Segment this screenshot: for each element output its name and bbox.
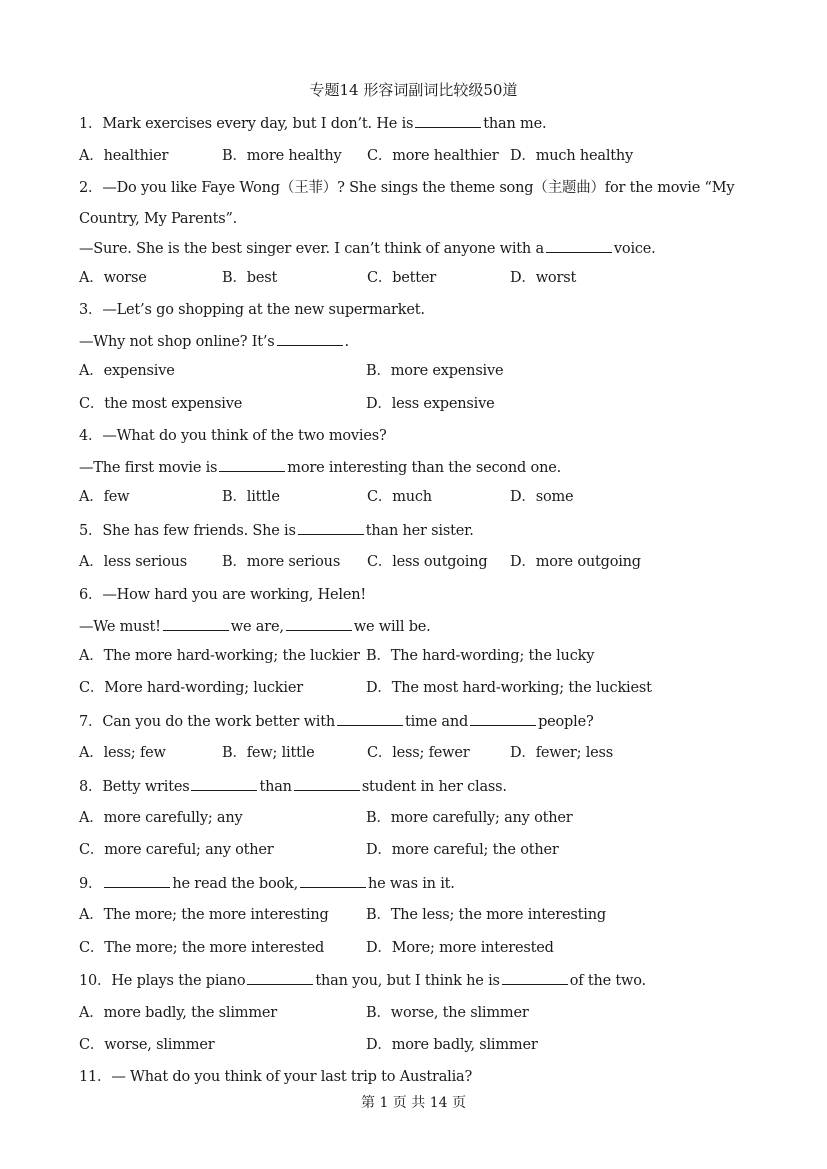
q3-line-2 [79, 331, 349, 352]
answer-blank [104, 873, 170, 888]
q1-stem-start: 1．Mark exercises every day, but I don’t. He is [79, 116, 414, 132]
q2-option-d: D．worst [510, 270, 577, 286]
q10-option-d: D．more badly, slimmer [366, 1037, 538, 1053]
question-10-stem [79, 970, 646, 991]
q9-option-c: C．The more; the more interested [79, 940, 325, 956]
q2-option-c: C．better [367, 270, 437, 286]
answer-blank [286, 616, 352, 631]
q7-option-a: A．less; few [79, 745, 166, 761]
q10-stem-mid: than you, but I think he is [315, 973, 500, 989]
q7-stem-start: 7．Can you do the work better with [79, 714, 335, 730]
answer-blank [546, 238, 612, 253]
q7-stem-end: people? [538, 714, 594, 730]
q3-option-c: C．the most expensive [79, 396, 243, 412]
q8-stem-mid: than [259, 779, 292, 795]
answer-blank [470, 711, 536, 726]
q6-line-1: 6．—How hard you are working, Helen! [79, 587, 367, 603]
answer-blank [298, 520, 364, 535]
q4-option-c: C．much [367, 489, 432, 505]
q7-option-c: C．less; fewer [367, 745, 470, 761]
q5-stem-start: 5．She has few friends. She is [79, 523, 296, 539]
q4-option-b: B．little [222, 489, 280, 505]
q7-stem-mid: time and [404, 714, 469, 730]
q2-line-3-start: —Sure. She is the best singer ever. I can’t think of anyone with a [79, 241, 544, 257]
question-5-stem [79, 520, 474, 541]
q6-line-2-end: we will be. [353, 619, 431, 635]
q3-option-b: B．more expensive [366, 363, 504, 379]
q9-stem-mid: he read the book, [172, 876, 298, 892]
question-7-stem [79, 711, 594, 732]
answer-blank [502, 970, 568, 985]
answer-blank [191, 776, 257, 791]
answer-blank [415, 113, 481, 128]
q6-option-d: D．The most hard-working; the luckiest [366, 680, 652, 696]
q3-line-2-start: —Why not shop online? It’s [79, 334, 275, 350]
question-1-stem [79, 113, 546, 134]
q1-option-d: D．much healthy [510, 148, 634, 164]
q2-line-3 [79, 238, 656, 259]
q5-option-a: A．less serious [79, 554, 187, 570]
q3-option-a: A．expensive [79, 363, 175, 379]
answer-blank [294, 776, 360, 791]
q4-line-2 [79, 457, 561, 478]
q6-option-c: C．More hard-wording; luckier [79, 680, 303, 696]
q7-option-b: B．few; little [222, 745, 315, 761]
q4-option-d: D．some [510, 489, 574, 505]
q4-line-2-start: —The first movie is [79, 460, 218, 476]
q3-option-d: D．less expensive [366, 396, 495, 412]
q6-line-2-start: —We must! [79, 619, 161, 635]
q4-line-2-end: more interesting than the second one. [287, 460, 562, 476]
page-title: 专题14 形容词副词比较级50道 [309, 81, 518, 99]
q8-option-d: D．more careful; the other [366, 842, 559, 858]
q6-option-a: A．The more hard-working; the luckier [79, 648, 360, 664]
q8-stem-start: 8．Betty writes [79, 779, 190, 795]
q10-option-b: B．worse, the slimmer [366, 1005, 529, 1021]
q1-option-c: C．more healthier [367, 148, 499, 164]
q1-option-b: B．more healthy [222, 148, 342, 164]
q10-option-a: A．more badly, the slimmer [79, 1005, 277, 1021]
q8-option-a: A．more carefully; any [79, 810, 243, 826]
answer-blank [247, 970, 313, 985]
q2-option-b: B．best [222, 270, 278, 286]
q10-stem-start: 10．He plays the piano [79, 973, 246, 989]
q10-stem-end: of the two. [569, 973, 646, 989]
q2-line-1: 2．—Do you like Faye Wong（王菲）? She sings the theme song（主题曲）for the movie “My [79, 180, 735, 196]
q3-line-1: 3．—Let’s go shopping at the new supermarket. [79, 302, 425, 318]
q4-line-1: 4．—What do you think of the two movies? [79, 428, 387, 444]
q9-option-b: B．The less; the more interesting [366, 907, 606, 923]
q3-line-2-end: . [344, 334, 349, 350]
answer-blank [219, 457, 285, 472]
question-8-stem [79, 776, 507, 797]
q2-option-a: A．worse [79, 270, 147, 286]
answer-blank [277, 331, 343, 346]
q2-line-3-end: voice. [613, 241, 656, 257]
answer-blank [163, 616, 229, 631]
answer-blank [300, 873, 366, 888]
q7-option-d: D．fewer; less [510, 745, 613, 761]
q8-option-b: B．more carefully; any other [366, 810, 573, 826]
answer-blank [337, 711, 403, 726]
q8-option-c: C．more careful; any other [79, 842, 274, 858]
q6-line-2 [79, 616, 431, 637]
q2-line-2: Country, My Parents”. [79, 211, 238, 227]
question-9-stem [79, 873, 455, 894]
q9-stem-start: 9． [79, 876, 103, 892]
q6-option-b: B．The hard-wording; the lucky [366, 648, 595, 664]
q10-option-c: C．worse, slimmer [79, 1037, 215, 1053]
q6-line-2-mid: we are, [230, 619, 284, 635]
q1-stem-end: than me. [483, 116, 547, 132]
q5-option-c: C．less outgoing [367, 554, 488, 570]
q11-line-1: 11．— What do you think of your last trip to Australia? [79, 1069, 473, 1085]
q8-stem-end: student in her class. [361, 779, 507, 795]
page-footer: 第 1 页 共 14 页 [361, 1095, 466, 1111]
q5-option-b: B．more serious [222, 554, 341, 570]
q5-option-d: D．more outgoing [510, 554, 641, 570]
q9-option-d: D．More; more interested [366, 940, 554, 956]
q9-stem-end: he was in it. [368, 876, 455, 892]
q9-option-a: A．The more; the more interesting [79, 907, 329, 923]
q1-option-a: A．healthier [79, 148, 169, 164]
q5-stem-end: than her sister. [365, 523, 474, 539]
q4-option-a: A．few [79, 489, 130, 505]
